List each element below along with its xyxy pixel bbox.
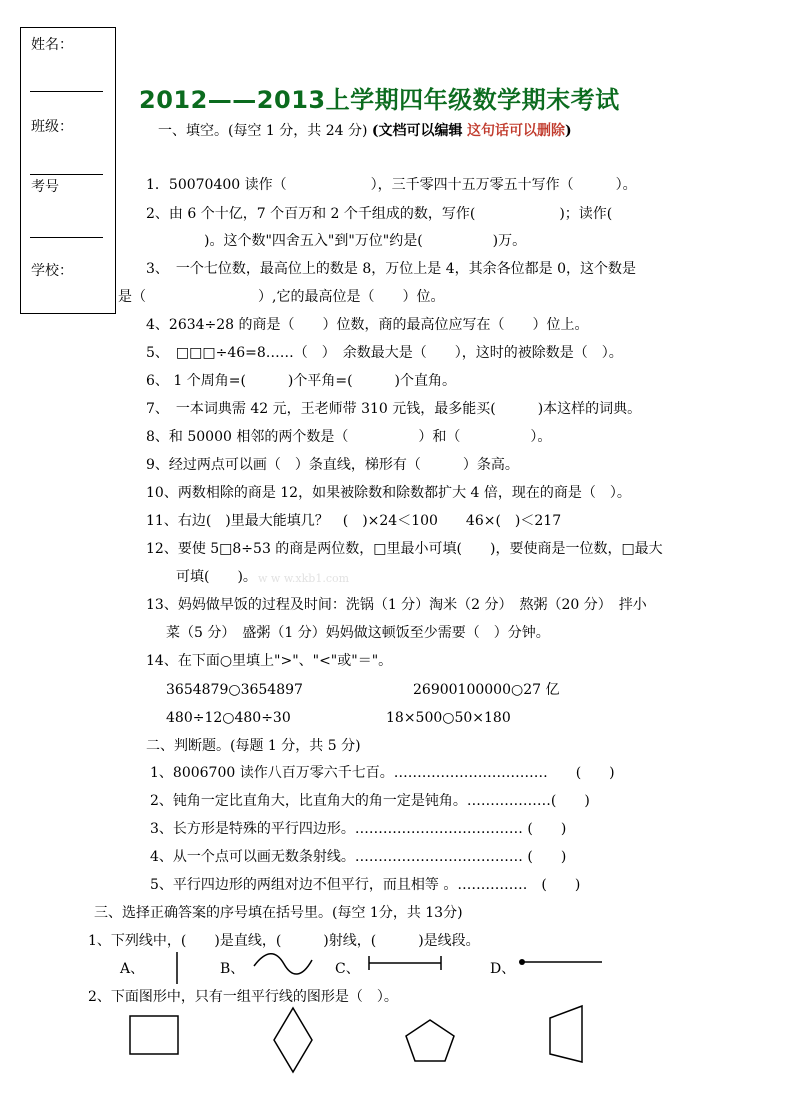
fill-item-2-cont: )。这个数"四舍五入"到"万位"约是( )万。: [176, 233, 527, 249]
editable-note: (文档可以编辑: [371, 123, 463, 139]
fill-item-7: 7、 一本词典需 42 元，王老师带 310 元钱，最多能买( )本这样的词典。: [146, 401, 642, 417]
class-label: 班级：: [31, 119, 73, 135]
fill-item-12-cont: 可填( )。: [176, 569, 257, 585]
judge-item-4: 4、从一个点可以画无数条射线。……………………………… ( ): [150, 849, 567, 865]
pentagon-figure: [403, 1018, 457, 1064]
fill-item-2: 2、由 6 个十亿，7 个百万和 2 个千组成的数，写作( )；读作(: [146, 206, 613, 222]
section1-heading: [158, 124, 572, 138]
section1-heading-text: 一、填空。(每空 1 分，共 24 分): [158, 123, 368, 139]
id-label: 考号: [31, 179, 59, 195]
judge-item-2: 2、钝角一定比直角大，比直角大的角一定是钝角。………………( ): [150, 793, 590, 809]
name-label: 姓名：: [31, 37, 73, 53]
removable-note: 这句话可以删除: [466, 123, 565, 139]
fill-item-12: 12、要使 5□8÷53 的商是两位数，□里最小可填( )，要使商是一位数，□最大: [146, 541, 663, 557]
fill-item-9: 9、经过两点可以画（ ）条直线，梯形有（ ）条高。: [146, 457, 519, 473]
compare-a: 3654879○3654897: [166, 682, 303, 698]
judge-item-1: 1、8006700 读作八百万零六千七百。…………………………… ( ): [150, 765, 615, 781]
section3-heading: 三、选择正确答案的序号填在括号里。(每空 1分，共 13分): [94, 905, 463, 921]
fill-item-11: 11、右边( )里最大能填几？ ( )×24＜100 46×( )＜217: [146, 513, 562, 529]
id-blank-line: [30, 237, 103, 238]
compare-d: 18×500○50×180: [386, 710, 511, 726]
fill-item-13-cont: 菜（5 分） 盛粥（1 分）妈妈做这顿饭至少需要（ ）分钟。: [166, 625, 550, 641]
fill-item-3: 3、 一个七位数，最高位上的数是 8，万位上是 4，其余各位都是 0，这个数是: [146, 261, 636, 277]
compare-b: 26900100000○27 亿: [413, 682, 560, 698]
fill-item-3-cont: 是（ ）,它的最高位是（ ）位。: [118, 289, 445, 305]
compare-c: 480÷12○480÷30: [166, 710, 291, 726]
fill-item-8: 8、和 50000 相邻的两个数是（ ）和（ ）。: [146, 429, 552, 445]
judge-item-5: 5、平行四边形的两组对边不但平行，而且相等 。…………… ( ): [150, 877, 581, 893]
fill-item-4: 4、2634÷28 的商是（ ）位数，商的最高位应写在（ ）位上。: [146, 317, 589, 333]
watermark-text: w w w.xkb1.com: [258, 572, 350, 585]
rectangle-figure: [128, 1014, 182, 1058]
segment-figure: [366, 954, 444, 972]
note-close-paren: ): [564, 123, 572, 139]
judge-item-3: 3、长方形是特殊的平行四边形。……………………………… ( ): [150, 821, 567, 837]
trapezoid-figure: [546, 1004, 586, 1066]
school-label: 学校：: [31, 263, 73, 279]
rhombus-figure: [272, 1006, 314, 1074]
fill-item-14: 14、在下面○里填上">"、"<"或"＝"。: [146, 653, 393, 669]
class-blank-line: [30, 174, 103, 175]
option-d-label: D、: [490, 961, 516, 977]
fill-item-5: 5、 □□□÷46=8……（ ） 余数最大是（ ），这时的被除数是（ ）。: [146, 345, 623, 361]
option-c-label: C、: [335, 961, 360, 977]
curve-line-figure: [252, 952, 314, 976]
fill-item-6: 6、 1 个周角=( )个平角=( )个直角。: [146, 373, 457, 389]
fill-item-1: 1．50070400 读作（ ），三千零四十五万零五十写作（ ）。: [146, 177, 637, 193]
choice-q2: 2、下面图形中，只有一组平行线的图形是（ ）。: [88, 989, 398, 1005]
fill-item-10: 10、两数相除的商是 12，如果被除数和除数都扩大 4 倍，现在的商是（ ）。: [146, 485, 631, 501]
choice-q1: 1、下列线中，( )是直线，( )射线，( )是线段。: [88, 933, 480, 949]
fill-item-13: 13、妈妈做早饭的过程及时间：洗锅（1 分）淘米（2 分） 熬粥（20 分） 拌小: [146, 597, 647, 613]
student-info-box: [20, 27, 116, 314]
section2-heading: 二、判断题。(每题 1 分，共 5 分): [146, 738, 361, 754]
exam-title: 2012——2013上学期四年级数学期末考试: [139, 86, 620, 114]
option-a-label: A、: [120, 961, 145, 977]
option-b-label: B、: [220, 961, 245, 977]
vertical-line-figure: [170, 950, 184, 986]
name-blank-line: [30, 91, 103, 92]
ray-figure: [516, 954, 606, 970]
